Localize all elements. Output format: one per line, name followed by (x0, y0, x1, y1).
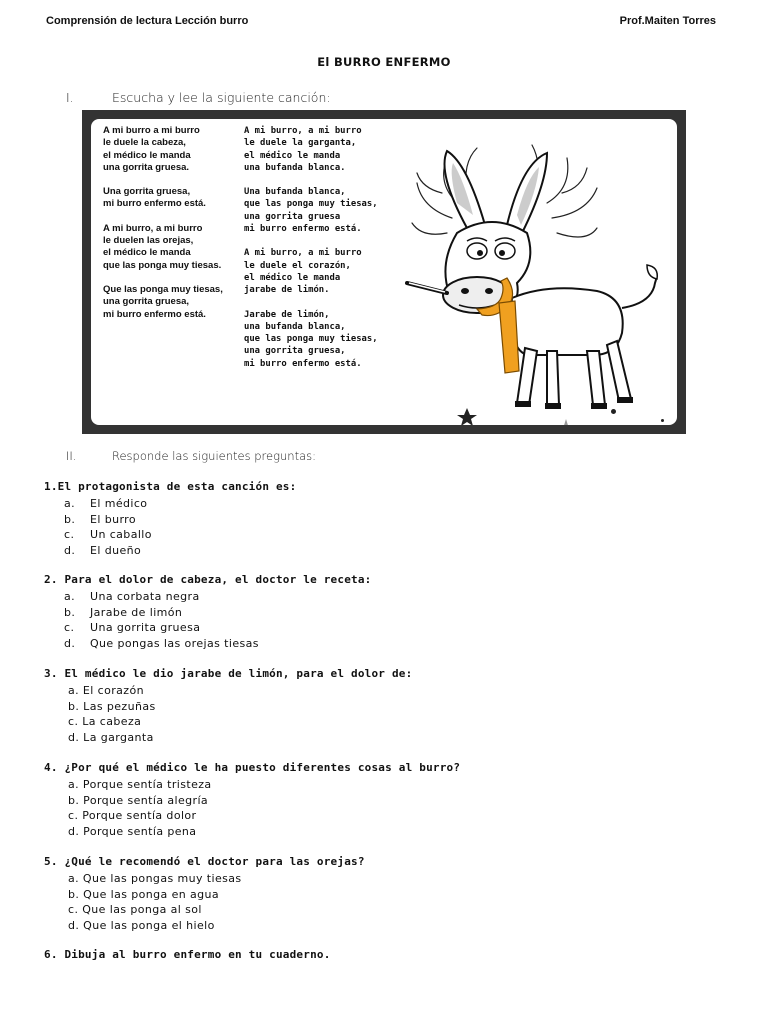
decorative-dot (611, 409, 616, 414)
option-d: d. El dueño (64, 543, 142, 557)
option-c: c. Que las ponga al sol (68, 903, 202, 917)
option-b: b. Porque sentía alegría (68, 793, 209, 807)
header-teacher: Prof.Maiten Torres (619, 15, 716, 27)
poem-line: Una gorrita gruesa, (103, 186, 191, 198)
poem-line: el médico le manda (244, 272, 341, 283)
option-d: d. Que pongas las orejas tiesas (64, 636, 259, 650)
option-a: a. El médico (64, 497, 148, 510)
poem-line: jarabe de limón. (244, 285, 330, 296)
option-c: c. La cabeza (68, 715, 142, 729)
poem-stanza (244, 309, 404, 370)
option-a: a. Que las pongas muy tiesas (68, 872, 242, 885)
poem-line: una gorrita gruesa (244, 211, 341, 222)
poem-line: una bufanda blanca, (244, 321, 346, 332)
section-2-heading (66, 449, 316, 463)
question-3 (44, 667, 412, 745)
question-options (44, 683, 412, 745)
poem-right-column (244, 125, 404, 382)
option-a: a. Una corbata negra (64, 590, 200, 603)
question-2 (44, 573, 371, 651)
poem-line: A mi burro, a mi burro (244, 248, 362, 259)
poem-line: mi burro enfermo está. (103, 308, 206, 320)
section-1-text: Escucha y lee la siguiente canción: (112, 90, 331, 105)
option-b: b. El burro (64, 512, 136, 526)
question-text: 5. ¿Qué le recomendó el doctor para las orejas? (44, 855, 365, 868)
option-b: b. Las pezuñas (68, 699, 156, 713)
poem-stanza (244, 125, 404, 174)
poem-line: mi burro enfermo está. (244, 358, 362, 369)
option-a: a. Porque sentía tristeza (68, 778, 212, 791)
poem-line: A mi burro, a mi burro (244, 126, 362, 136)
poem-line: que las ponga muy tiesas, (244, 199, 378, 210)
option-d: d. Porque sentía pena (68, 824, 197, 838)
poem-stanza (103, 186, 253, 211)
sick-donkey-illustration (397, 133, 667, 425)
poem-line: le duele la cabeza, (103, 137, 186, 149)
question-text: 2. Para el dolor de cabeza, el doctor le receta: (44, 573, 372, 586)
poem-line: Jarabe de limón, (244, 309, 330, 320)
question-5 (44, 855, 365, 933)
option-d: d. Que las ponga el hielo (68, 918, 215, 932)
poem-line: mi burro enfermo está. (103, 198, 206, 210)
poem-panel (82, 110, 686, 434)
poem-stanza (244, 247, 404, 296)
header-course: Comprensión de lectura Lección burro (46, 15, 249, 27)
section-1-number: I. (66, 90, 74, 105)
poem-stanza (244, 186, 404, 235)
option-b: b. Jarabe de limón (64, 605, 183, 619)
question-text: 1.El protagonista de esta canción es: (44, 480, 297, 493)
option-c: c. Una gorrita gruesa (64, 621, 201, 635)
question-options (44, 871, 365, 933)
question-6 (44, 948, 331, 964)
section-2-number: II. (66, 449, 77, 463)
question-options (44, 496, 296, 558)
poem-line: el médico le manda (103, 247, 191, 259)
poem-line: que las ponga muy tiesas, (244, 334, 378, 345)
poem-panel-inner (91, 119, 677, 425)
question-options (44, 589, 371, 651)
option-b: b. Que las ponga en agua (68, 887, 220, 901)
poem-stanza (103, 284, 253, 321)
question-text: 4. ¿Por qué el médico le ha puesto diferentes cosas al burro? (44, 761, 461, 774)
option-c: c. Porque sentía dolor (68, 809, 197, 823)
poem-line: Que las ponga muy tiesas, (103, 283, 223, 295)
section-1-heading (66, 90, 331, 105)
question-4 (44, 761, 460, 839)
poem-line: le duelen las orejas, (103, 235, 194, 247)
option-c: c. Un caballo (64, 528, 152, 542)
poem-line: que las ponga muy tiesas. (103, 259, 222, 271)
poem-line: le duele el corazón, (244, 260, 351, 271)
poem-line: le duele la garganta, (244, 138, 357, 149)
option-a: a. El corazón (68, 684, 144, 697)
option-d: d. La garganta (68, 730, 154, 744)
question-1 (44, 480, 296, 558)
poem-line: Una bufanda blanca, (244, 187, 346, 198)
poem-line: una bufanda blanca. (244, 162, 346, 173)
page-title: El BURRO ENFERMO (317, 55, 451, 69)
poem-line: una gorrita gruesa, (244, 346, 346, 357)
section-2-text: Responde las siguientes preguntas: (112, 449, 317, 463)
poem-line: el médico le manda (244, 150, 341, 161)
poem-line: una gorrita gruesa. (103, 161, 190, 173)
poem-stanza (103, 223, 253, 272)
poem-line: A mi burro a mi burro (103, 125, 200, 136)
poem-left-column (103, 125, 253, 333)
poem-line: mi burro enfermo está. (244, 224, 362, 235)
poem-line: A mi burro, a mi burro (103, 222, 203, 234)
question-options (44, 777, 460, 839)
decorative-dot (661, 419, 664, 422)
poem-line: el médico le manda (103, 149, 191, 161)
poem-line: una gorrita gruesa, (103, 296, 190, 308)
question-text: 6. Dibuja al burro enfermo en tu cuaderno. (44, 948, 331, 961)
poem-stanza (103, 125, 253, 174)
question-text: 3. El médico le dio jarabe de limón, para el dolor de: (44, 667, 413, 680)
